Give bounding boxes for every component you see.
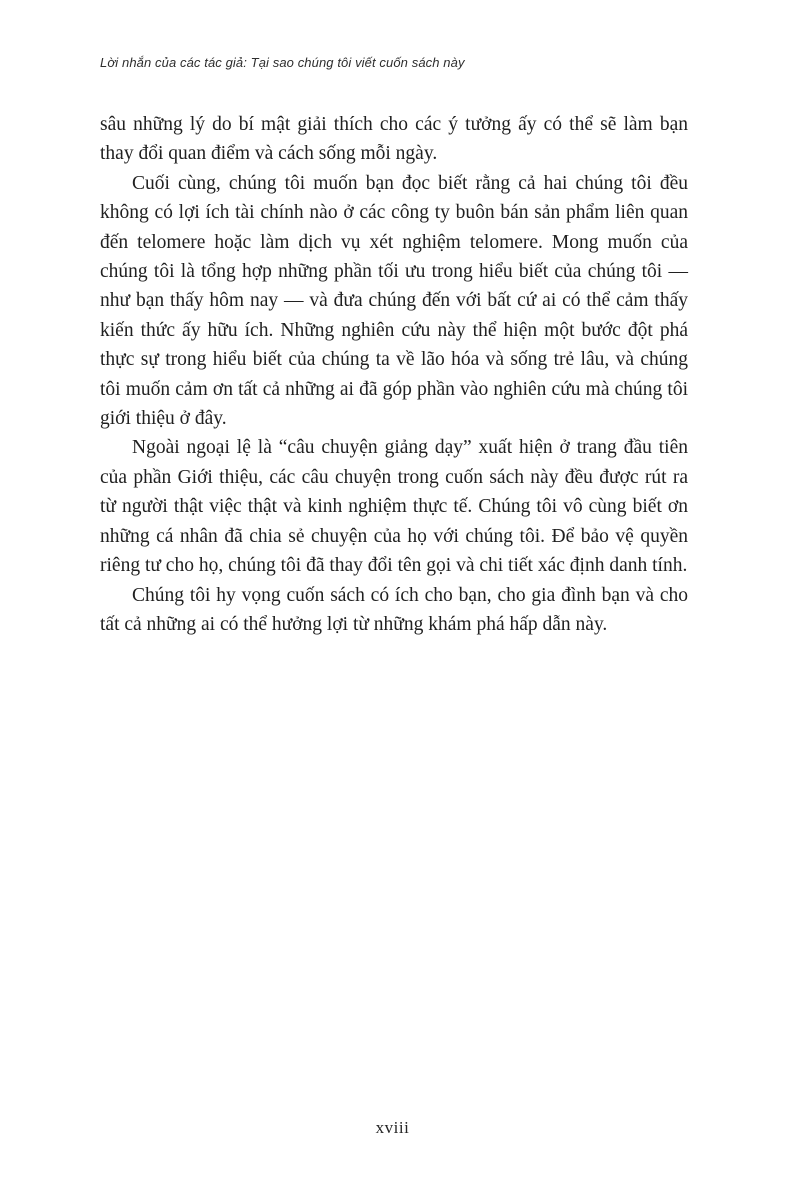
- body-text: [100, 110, 688, 639]
- page-number: xviii: [375, 1118, 410, 1137]
- running-header: Lời nhắn của các tác giả: Tại sao chúng tôi viết cuốn sách này: [100, 55, 465, 70]
- paragraph-continuation: sâu những lý do bí mật giải thích cho các ý tưởng ấy có thể sẽ làm bạn thay đổi quan điểm và cách sống mỗi ngày.: [100, 114, 688, 165]
- paragraph: Cuối cùng, chúng tôi muốn bạn đọc biết rằng cả hai chúng tôi đều không có lợi ích tài chính nào ở các công ty buôn bán sản phẩm liên quan đến telomere hoặc làm dịch vụ xét nghiệm telomere. Mong muốn của chúng tôi là tổng hợp những phần tối ưu trong hiểu biết của chúng tôi — như bạn thấy hôm nay — và đưa chúng đến với bất cứ ai có thể cảm thấy kiến thức ấy hữu ích. Những nghiên cứu này thể hiện một bước đột phá thực sự trong hiểu biết của chúng ta về lão hóa và sống trẻ lâu, và chúng tôi muốn cảm ơn tất cả những ai đã góp phần vào nghiên cứu mà chúng tôi giới thiệu ở đây.: [100, 172, 688, 430]
- paragraph: Ngoài ngoại lệ là “câu chuyện giảng dạy” xuất hiện ở trang đầu tiên của phần Giới thiệu, các câu chuyện trong cuốn sách này đều được rút ra từ người thật việc thật và kinh nghiệm thực tế. Chúng tôi vô cùng biết ơn những cá nhân đã chia sẻ chuyện của họ với chúng tôi. Để bảo vệ quyền riêng tư cho họ, chúng tôi đã thay đổi tên gọi và chi tiết xác định danh tính.: [100, 437, 688, 577]
- paragraph: Chúng tôi hy vọng cuốn sách có ích cho bạn, cho gia đình bạn và cho tất cả những ai có thể hưởng lợi từ những khám phá hấp dẫn này.: [100, 584, 688, 635]
